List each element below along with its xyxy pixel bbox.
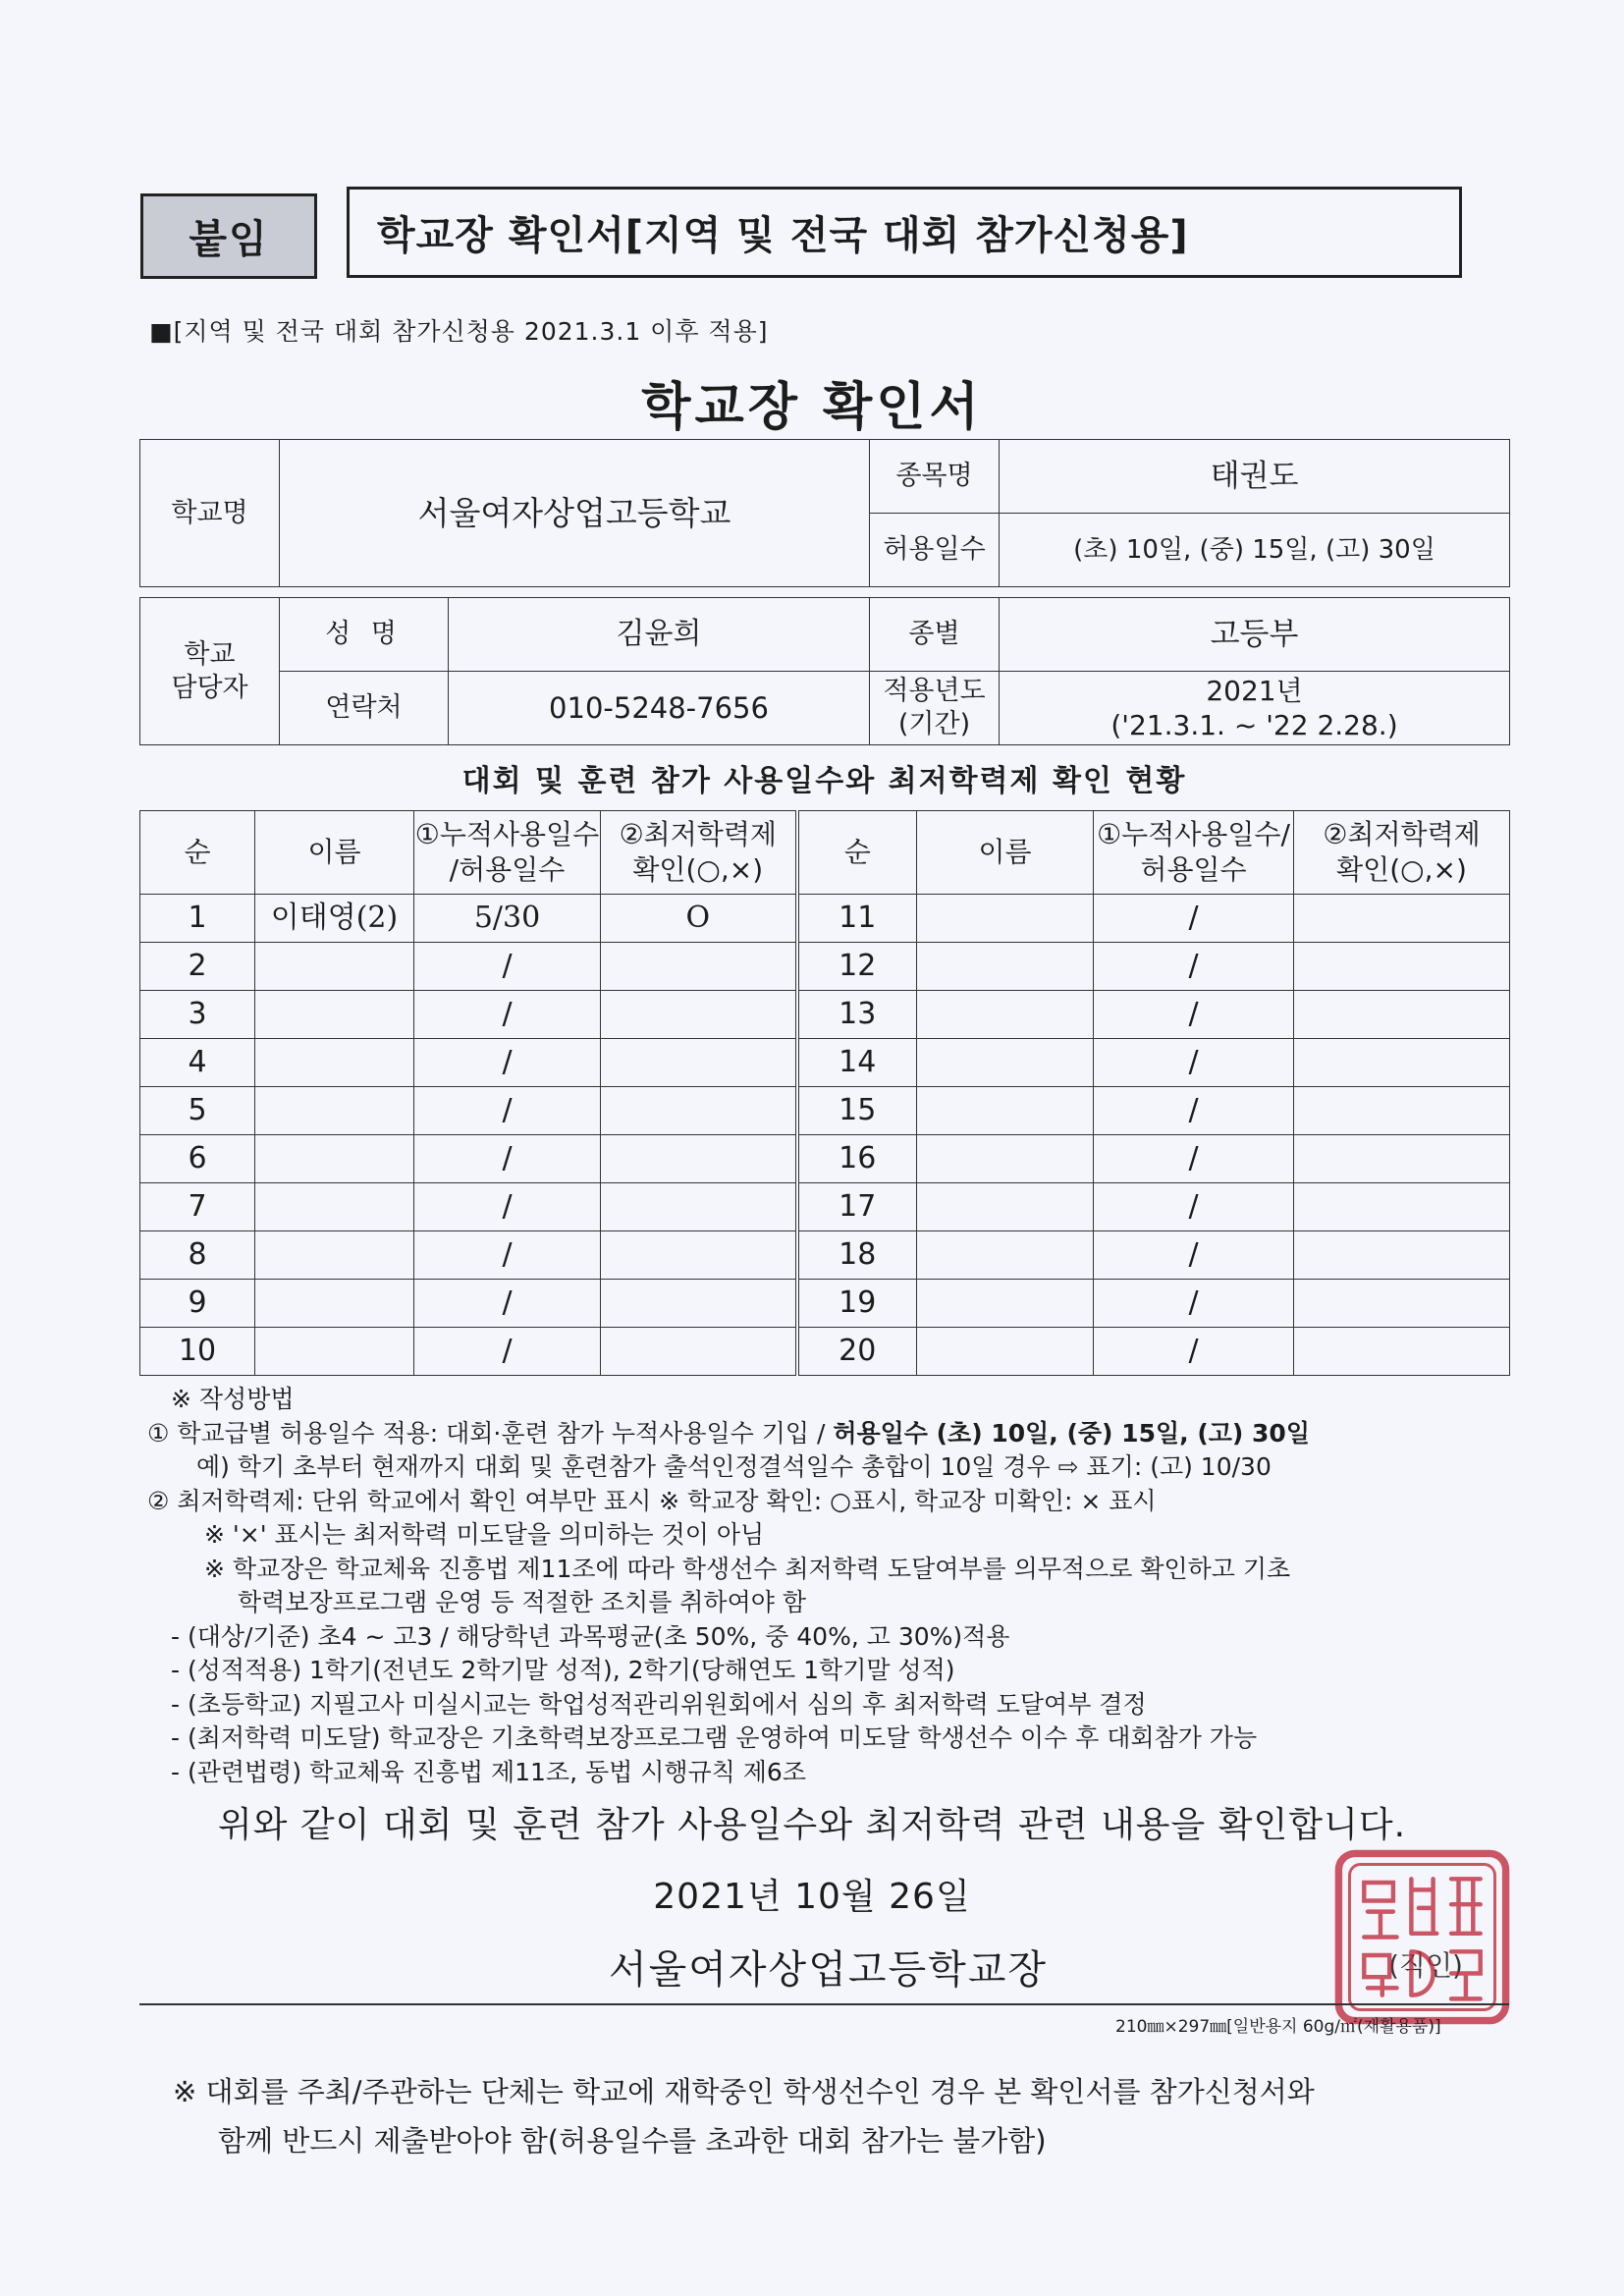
row-no-left: 2 bbox=[140, 943, 255, 991]
attachment-badge: 붙임 bbox=[140, 193, 317, 279]
row-days-left: / bbox=[414, 1328, 601, 1376]
row-days-left: / bbox=[414, 991, 601, 1039]
name-value: 김윤희 bbox=[449, 598, 870, 672]
row-check-right bbox=[1294, 1183, 1510, 1231]
confirmation-statement: 위와 같이 대회 및 훈련 참가 사용일수와 최저학력 관련 내용을 확인합니다. bbox=[217, 1805, 1407, 1845]
row-name-right bbox=[917, 1039, 1094, 1087]
row-check-left bbox=[601, 1280, 797, 1328]
row-no-right: 20 bbox=[797, 1328, 917, 1376]
row-no-right: 16 bbox=[797, 1135, 917, 1183]
table-row bbox=[140, 1135, 1510, 1183]
header-days-left bbox=[414, 811, 601, 895]
row-check-left bbox=[601, 1328, 797, 1376]
notice-line: ■[지역 및 전국 대회 참가신청용 2021.3.1 이후 적용] bbox=[149, 317, 769, 346]
row-check-left bbox=[601, 1087, 797, 1135]
sport-value: 태권도 bbox=[1000, 440, 1510, 514]
header-name-left: 이름 bbox=[255, 811, 414, 895]
period-label-line1: 적용년도 bbox=[883, 676, 986, 707]
row-no-left: 9 bbox=[140, 1280, 255, 1328]
table-row bbox=[140, 1183, 1510, 1231]
row-days-left: 5/30 bbox=[414, 895, 601, 943]
period-value bbox=[1000, 672, 1510, 745]
row-name-left bbox=[255, 1183, 414, 1231]
note-1 bbox=[147, 1417, 1522, 1451]
note-1-example: 예) 학기 초부터 현재까지 대회 및 훈련참가 출석인정결석일수 총합이 10일 경우 ⇨ 표기: (고) 10/30 bbox=[196, 1452, 1272, 1481]
row-name-right bbox=[917, 1135, 1094, 1183]
table-row bbox=[140, 1087, 1510, 1135]
contact-value: 010-5248-7656 bbox=[449, 672, 870, 745]
row-days-right: / bbox=[1094, 943, 1294, 991]
row-check-left bbox=[601, 991, 797, 1039]
info-table bbox=[139, 439, 1510, 745]
row-check-right bbox=[1294, 1135, 1510, 1183]
table-row bbox=[140, 943, 1510, 991]
row-no-right: 17 bbox=[797, 1183, 917, 1231]
row-check-left bbox=[601, 1039, 797, 1087]
usage-table bbox=[139, 810, 1510, 1376]
detail-target: - (대상/기준) 초4 ~ 고3 / 해당학년 과목평균(초 50%, 중 40%, 고 30%)적용 bbox=[171, 1621, 1010, 1651]
row-no-right: 11 bbox=[797, 895, 917, 943]
row-check-right bbox=[1294, 1280, 1510, 1328]
header-check-left bbox=[601, 811, 797, 895]
row-no-left: 8 bbox=[140, 1231, 255, 1280]
detail-elementary: - (초등학교) 지필고사 미실시교는 학업성적관리위원회에서 심의 후 최저학력 도달여부 결정 bbox=[171, 1689, 1147, 1719]
row-no-right: 15 bbox=[797, 1087, 917, 1135]
row-check-left bbox=[601, 1183, 797, 1231]
header-check-left-line1: ②최저학력제 bbox=[619, 817, 777, 850]
row-no-left: 4 bbox=[140, 1039, 255, 1087]
divider-line bbox=[139, 2003, 1509, 2005]
contact-label: 연락처 bbox=[280, 672, 449, 745]
row-name-left bbox=[255, 943, 414, 991]
header-check-right bbox=[1294, 811, 1510, 895]
header-check-right-line1: ②최저학력제 bbox=[1323, 817, 1481, 850]
row-days-right: / bbox=[1094, 1328, 1294, 1376]
header-days-left-line1: ①누적사용일수 bbox=[414, 817, 600, 850]
footer-note bbox=[173, 2067, 1547, 2165]
row-name-right bbox=[917, 1087, 1094, 1135]
detail-grades: - (성적적용) 1학기(전년도 2학기말 성적), 2학기(당해연도 1학기말 성적) bbox=[171, 1656, 955, 1684]
row-name-right bbox=[917, 1280, 1094, 1328]
row-days-right: / bbox=[1094, 1231, 1294, 1280]
row-no-left: 5 bbox=[140, 1087, 255, 1135]
paper-spec: 210㎜×297㎜[일반용지 60g/㎡(재활용품)] bbox=[1115, 2017, 1441, 2037]
school-label: 학교명 bbox=[140, 440, 280, 587]
note-1-text: ① 학교급별 허용일수 적용: 대회·훈련 참가 누적사용일수 기입 / bbox=[147, 1418, 834, 1448]
school-value: 서울여자상업고등학교 bbox=[280, 440, 870, 587]
header-days-left-line2: /허용일수 bbox=[449, 853, 566, 886]
seal-mark: (직인) bbox=[1388, 1949, 1463, 1982]
table-header-row bbox=[140, 811, 1510, 895]
row-name-right bbox=[917, 1183, 1094, 1231]
header-days-right-line1: ①누적사용일수/ bbox=[1097, 817, 1290, 850]
row-check-right bbox=[1294, 991, 1510, 1039]
manager-label-line1: 학교 bbox=[184, 638, 236, 670]
name-label: 성 명 bbox=[280, 598, 449, 672]
table-gap bbox=[140, 587, 1510, 598]
row-check-left bbox=[601, 1231, 797, 1280]
footer-note-line1: ※ 대회를 주최/주관하는 단체는 학교에 재학중인 학생선수인 경우 본 확인서를 참가신청서와 bbox=[173, 2075, 1315, 2108]
row-check-left: O bbox=[601, 895, 797, 943]
row-name-left bbox=[255, 1135, 414, 1183]
row-check-right bbox=[1294, 1087, 1510, 1135]
row-check-right bbox=[1294, 1328, 1510, 1376]
section-heading: 대회 및 훈련 참가 사용일수와 최저학력제 확인 현황 bbox=[461, 764, 1187, 798]
table-row bbox=[140, 1328, 1510, 1376]
row-days-right: / bbox=[1094, 1280, 1294, 1328]
table-row bbox=[140, 1231, 1510, 1280]
note-2-b-line2: 학력보장프로그램 운영 등 적절한 조치를 취하여야 함 bbox=[238, 1588, 806, 1616]
row-name-left bbox=[255, 1039, 414, 1087]
sport-label: 종목명 bbox=[870, 440, 1000, 514]
notes-heading: ※ 작성방법 bbox=[171, 1385, 295, 1413]
row-days-right: / bbox=[1094, 1087, 1294, 1135]
row-days-left: / bbox=[414, 1087, 601, 1135]
row-check-right bbox=[1294, 1039, 1510, 1087]
note-2: ② 최저학력제: 단위 학교에서 확인 여부만 표시 ※ 학교장 확인: ○표시, 학교장 미확인: × 표시 bbox=[147, 1486, 1157, 1515]
table-row bbox=[140, 991, 1510, 1039]
official-seal-stamp bbox=[1331, 1846, 1513, 2028]
row-days-left: / bbox=[414, 1231, 601, 1280]
header-no-left: 순 bbox=[140, 811, 255, 895]
row-no-right: 14 bbox=[797, 1039, 917, 1087]
table-row bbox=[140, 1039, 1510, 1087]
period-range: ('21.3.1. ~ '22 2.28.) bbox=[1110, 709, 1398, 741]
document-title: 학교장 확인서 bbox=[641, 378, 983, 437]
writing-instructions bbox=[147, 1383, 1522, 1789]
manager-label-line2: 담당자 bbox=[171, 672, 248, 703]
header-check-left-line2: 확인(○,×) bbox=[632, 853, 764, 886]
header-days-right-line2: 허용일수 bbox=[1140, 853, 1247, 886]
period-label-line2: (기간) bbox=[897, 709, 971, 739]
row-name-left bbox=[255, 1087, 414, 1135]
row-name-left bbox=[255, 1328, 414, 1376]
row-days-left: / bbox=[414, 943, 601, 991]
period-label bbox=[870, 672, 1000, 745]
row-days-right: / bbox=[1094, 991, 1294, 1039]
manager-label bbox=[140, 598, 280, 745]
row-name-left bbox=[255, 1231, 414, 1280]
row-days-right: / bbox=[1094, 1135, 1294, 1183]
note-2-a: ※ '×' 표시는 최저학력 미도달을 의미하는 것이 아님 bbox=[204, 1520, 765, 1549]
detail-related-law: - (관련법령) 학교체육 진흥법 제11조, 동법 시행규칙 제6조 bbox=[171, 1757, 806, 1786]
table-row bbox=[140, 895, 1510, 943]
row-no-left: 7 bbox=[140, 1183, 255, 1231]
row-no-right: 18 bbox=[797, 1231, 917, 1280]
header-title: 학교장 확인서[지역 및 전국 대회 참가신청용] bbox=[347, 187, 1462, 278]
principal-name: 서울여자상업고등학교장 bbox=[609, 1947, 1049, 1993]
row-name-left: 이태영(2) bbox=[255, 895, 414, 943]
row-no-left: 6 bbox=[140, 1135, 255, 1183]
row-no-right: 19 bbox=[797, 1280, 917, 1328]
row-check-left bbox=[601, 943, 797, 991]
row-name-left bbox=[255, 1280, 414, 1328]
row-days-right: / bbox=[1094, 1183, 1294, 1231]
period-year: 2021년 bbox=[1206, 675, 1303, 707]
row-days-left: / bbox=[414, 1183, 601, 1231]
row-no-right: 12 bbox=[797, 943, 917, 991]
row-name-right bbox=[917, 991, 1094, 1039]
allowed-days-label: 허용일수 bbox=[870, 514, 1000, 587]
header-name-right: 이름 bbox=[917, 811, 1094, 895]
note-1-bold: 허용일수 (초) 10일, (중) 15일, (고) 30일 bbox=[833, 1418, 1310, 1448]
note-2-b-line1: ※ 학교장은 학교체육 진흥법 제11조에 따라 학생선수 최저학력 도달여부를 의무적으로 확인하고 기초 bbox=[204, 1554, 1291, 1583]
header-check-right-line2: 확인(○,×) bbox=[1336, 853, 1467, 886]
allowed-days-value: (초) 10일, (중) 15일, (고) 30일 bbox=[1000, 514, 1510, 587]
row-check-right bbox=[1294, 943, 1510, 991]
row-check-right bbox=[1294, 895, 1510, 943]
row-name-right bbox=[917, 895, 1094, 943]
row-name-right bbox=[917, 1231, 1094, 1280]
footer-note-line2: 함께 반드시 제출받아야 함(허용일수를 초과한 대회 참가는 불가함) bbox=[218, 2124, 1047, 2158]
row-days-right: / bbox=[1094, 895, 1294, 943]
division-value: 고등부 bbox=[1000, 598, 1510, 672]
row-days-right: / bbox=[1094, 1039, 1294, 1087]
row-name-right bbox=[917, 1328, 1094, 1376]
division-label: 종별 bbox=[870, 598, 1000, 672]
header-days-right bbox=[1094, 811, 1294, 895]
row-days-left: / bbox=[414, 1039, 601, 1087]
row-check-left bbox=[601, 1135, 797, 1183]
row-days-left: / bbox=[414, 1280, 601, 1328]
row-no-left: 3 bbox=[140, 991, 255, 1039]
table-row bbox=[140, 1280, 1510, 1328]
issue-date: 2021년 10월 26일 bbox=[653, 1877, 971, 1917]
row-days-left: / bbox=[414, 1135, 601, 1183]
row-name-right bbox=[917, 943, 1094, 991]
detail-below-minimum: - (최저학력 미도달) 학교장은 기초학력보장프로그램 운영하여 미도달 학생선수 이수 후 대회참가 가능 bbox=[171, 1723, 1258, 1752]
header-no-right: 순 bbox=[797, 811, 917, 895]
row-no-left: 10 bbox=[140, 1328, 255, 1376]
row-check-right bbox=[1294, 1231, 1510, 1280]
row-no-right: 13 bbox=[797, 991, 917, 1039]
row-no-left: 1 bbox=[140, 895, 255, 943]
row-name-left bbox=[255, 991, 414, 1039]
